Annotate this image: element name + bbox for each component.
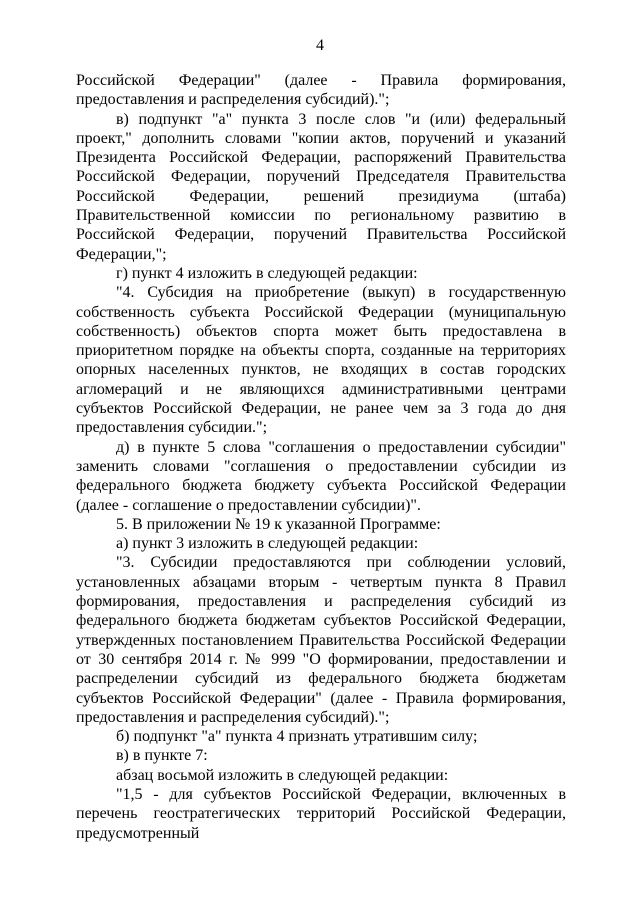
paragraph-item-1-5-text: "1,5 - для субъектов Российской Федерации, включенных в перечень геостратегических территорий Российской Федерации, предусмотренный [76, 785, 566, 842]
paragraph-subitem-a: а) пункт 3 изложить в следующей редакции: [116, 535, 419, 553]
paragraph-continuation: Российской Федерации" (далее - Правила формирования, предоставления и распределения субсидий)."; [76, 72, 566, 109]
paragraph-section-5: 5. В приложении № 19 к указанной Программе: [116, 515, 441, 533]
paragraph-item-4-text: "4. Субсидия на приобретение (выкуп) в государственную собственность субъекта Российской Федерации (муниципальную собственность) объектов спорта может быть предоставлена в приоритетном порядке на объекты спорта, созданные на территориях опорных населенных пунктов, не входящих в состав городских агломераций и не являющихся административными центрами субъектов Российской Федерации, не ранее чем за 3 года до дня предоставления субсидии."; [76, 284, 566, 437]
document-body [76, 71, 566, 843]
paragraph-subitem-v: в) подпункт "а" пункта 3 после слов "и (или) федеральный проект," дополнить словами "копии актов, поручений и указаний Президента Российской Федерации, распоряжений Правительства Российской Федерации, поручений Председателя Правительства Российской Федерации, решений президиума (штаба) Правительственной комиссии по региональному развитию в Российской Федерации, поручений Правительства Российской Федерации,"; [76, 110, 566, 263]
paragraph-abzac-8: абзац восьмой изложить в следующей редакции: [116, 766, 449, 784]
paragraph-subitem-d: д) в пункте 5 слова "соглашения о предоставлении субсидии" заменить словами "соглашения о предоставлении субсидии из федерального бюджета бюджету субъекта Российской Федерации (далее - соглашение о предоставлении субсидии)". [76, 438, 566, 514]
paragraph-subitem-g: г) пункт 4 изложить в следующей редакции: [116, 264, 418, 282]
paragraph-item-3-text: "3. Субсидии предоставляются при соблюдении условий, установленных абзацами вторым - четвертым пункта 8 Правил формирования, предоставления и распределения субсидий из федерального бюджета бюджетам субъектов Российской Федерации, утвержденных постановлением Правительства Российской Федерации от 30 сентября 2014 г. № 999 "О формировании, предоставлении и распределении субсидий из федерального бюджета бюджетам субъектов Российской Федерации" (далее - Правила формирования, предоставления и распределения субсидий)."; [76, 554, 566, 726]
paragraph-subitem-b: б) подпункт "а" пункта 4 признать утратившим силу; [116, 728, 478, 746]
page-number: 4 [316, 37, 324, 54]
paragraph-subitem-v-2: в) в пункте 7: [116, 747, 208, 765]
